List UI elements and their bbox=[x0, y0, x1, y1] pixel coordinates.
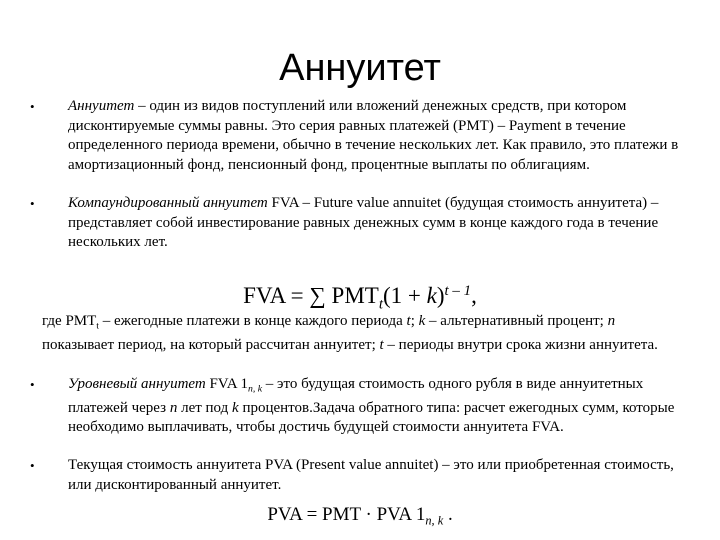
legend-text-d: показывает период, на который рассчитан аннуитет; bbox=[42, 336, 380, 353]
paragraph-annuity-definition bbox=[30, 97, 680, 175]
term-compounded-annuity: Компаундированный аннуитет bbox=[68, 195, 268, 211]
bullet-icon: • bbox=[30, 377, 35, 392]
bullet-icon: • bbox=[30, 196, 35, 211]
legend-var-t2: t bbox=[379, 336, 384, 353]
compounded-annuity-text: FVA – Future value annuitet (будущая стоимость аннуитета) – представляет собой инвестирование равных денежных сумм в конце каждого года в течение нескольких лет. bbox=[68, 195, 659, 250]
formula-pva-text: PVA = PMT · PVA 1 bbox=[267, 504, 426, 525]
level-annuity-text-a: – это будущая стоимость одного рубля в виде аннуитетных платежей через bbox=[68, 376, 644, 416]
legend-text-a: – ежегодные платежи в конце каждого периода bbox=[99, 313, 407, 329]
level-annuity-text-c: процентов.Задача обратного типа: расчет ежегодных сумм, которые необходимо выплачивать, чтобы достичь будущей стоимости аннуитета FVA. bbox=[68, 399, 675, 436]
formula-fva-sub: t bbox=[378, 296, 383, 313]
paragraph-compounded-annuity bbox=[30, 194, 680, 253]
bullet-icon: • bbox=[30, 99, 35, 114]
legend-var-n: n bbox=[607, 313, 616, 329]
annuity-definition-text: – один из видов поступлений или вложений денежных средств, при котором дисконтируемые суммы равны. Это серия равных платежей (PMT) – Payment в течение определенного периода времени, обычно в течение нескольких лет. Как правило, это платежи в амортизационный фонд, пенсионный фонд, процентные выплаты по облигациям. bbox=[68, 98, 679, 173]
formula-fva-close: ) bbox=[436, 283, 445, 309]
formula-pva-end: . bbox=[443, 504, 453, 525]
paragraph-formula-legend bbox=[42, 312, 682, 355]
term-level-annuity: Уровневый аннуитет bbox=[68, 376, 206, 392]
legend-text-c: – альтернативный процент; bbox=[425, 313, 608, 329]
legend-intro-sub: t bbox=[96, 320, 100, 332]
level-annuity-fva: FVA 1 bbox=[205, 376, 248, 392]
bullet-icon: • bbox=[30, 458, 35, 473]
formula-fva-sup: t – 1 bbox=[444, 283, 472, 299]
formula-pva bbox=[0, 502, 720, 533]
paragraph-present-value-annuity bbox=[30, 456, 680, 495]
formula-fva-end: , bbox=[471, 283, 477, 309]
legend-text-b: ; bbox=[410, 313, 419, 329]
legend-var-t: t bbox=[406, 313, 411, 329]
legend-text-e: – периоды внутри срока жизни аннуитета. bbox=[383, 336, 658, 353]
level-annuity-fva-sub: n, k bbox=[247, 383, 263, 395]
legend-intro: где PMT bbox=[42, 313, 97, 329]
present-value-annuity-text: Текущая стоимость аннуитета PVA (Present value annuitet) – это или приобретенная стоимость, или дисконтированный аннуитет. bbox=[68, 457, 674, 493]
formula-fva-mid: (1 + bbox=[383, 283, 427, 309]
legend-var-k: k bbox=[418, 313, 426, 329]
level-annuity-text-b: лет под bbox=[177, 399, 233, 416]
term-annuity: Аннуитет bbox=[68, 98, 135, 114]
formula-fva-var: k bbox=[426, 283, 437, 309]
formula-fva-lhs: FVA = ∑ PMT bbox=[243, 283, 379, 309]
formula-pva-sub: n, k bbox=[425, 513, 444, 528]
level-annuity-var-k: k bbox=[232, 399, 239, 416]
slide-title: Аннуитет bbox=[279, 47, 441, 89]
paragraph-level-annuity bbox=[30, 375, 680, 438]
level-annuity-var-n: n bbox=[169, 399, 178, 416]
